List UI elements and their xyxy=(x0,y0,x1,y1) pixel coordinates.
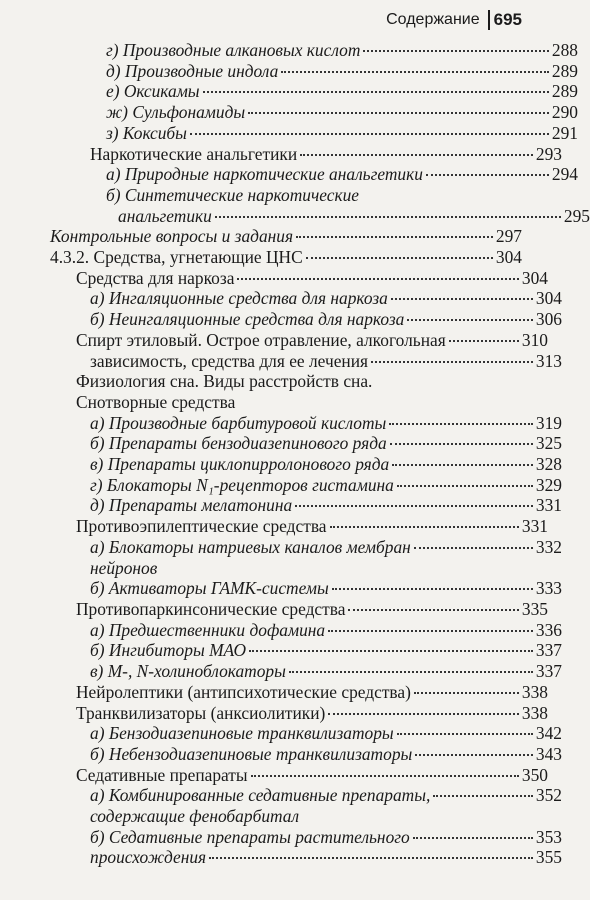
toc-entry-title: б) Ингибиторы МАО xyxy=(90,640,247,661)
toc-entry-title: б) Активаторы ГАМК-системы xyxy=(90,578,329,599)
toc-entry-title: Снотворные средства xyxy=(76,391,236,412)
toc-entry-page: 329 xyxy=(535,474,562,495)
dot-leader xyxy=(203,91,549,93)
toc-entry-title: а) Комбинированные седативные препараты, xyxy=(90,785,431,806)
toc-entry xyxy=(0,61,578,82)
page-number: 695 xyxy=(493,10,522,29)
toc-entry-title: з) Коксибы xyxy=(106,122,187,143)
dot-leader xyxy=(414,547,533,549)
toc-entry-title: Противоэпилептические средства xyxy=(76,516,327,537)
toc-entry-page: 332 xyxy=(535,536,562,557)
toc-entry-page: 343 xyxy=(535,743,562,764)
toc-entry-page: 289 xyxy=(551,81,578,102)
dot-leader xyxy=(248,112,549,114)
toc-entry xyxy=(0,703,548,724)
toc-entry xyxy=(0,806,562,827)
toc-entry-title: анальгетики xyxy=(118,205,212,226)
toc-entry xyxy=(0,516,548,537)
toc-entry-title: в) М-, N-холиноблокаторы xyxy=(90,661,286,682)
dot-leader xyxy=(390,443,533,445)
toc-entry-page: 338 xyxy=(521,681,548,702)
dot-leader xyxy=(332,588,533,590)
dot-leader xyxy=(296,236,493,238)
toc-entry-page: 337 xyxy=(535,661,562,682)
toc-entry-title: д) Препараты мелатонина xyxy=(90,495,293,516)
toc-entry-page: 352 xyxy=(535,785,562,806)
toc-entry-page: 294 xyxy=(551,164,578,185)
toc-entry xyxy=(0,620,562,641)
toc-entry-title: Наркотические анальгетики xyxy=(90,143,298,164)
section-title: Содержание xyxy=(386,11,480,28)
toc-entry-page: 338 xyxy=(521,702,548,723)
toc-entry-title: а) Блокаторы натриевых каналов мембран xyxy=(90,536,411,557)
dot-leader xyxy=(328,630,533,632)
toc-entry-title: а) Бензодиазепиновые транквилизаторы xyxy=(90,723,394,744)
dot-leader xyxy=(371,361,533,363)
toc-entry xyxy=(0,827,562,848)
toc-entry xyxy=(0,847,562,868)
toc-entry-title: а) Производные барбитуровой кислоты xyxy=(90,412,387,433)
dot-leader xyxy=(295,505,533,507)
toc-entry xyxy=(0,81,578,102)
toc-entry-page: 289 xyxy=(551,60,578,81)
dot-leader xyxy=(433,795,533,797)
toc-entry-page: 297 xyxy=(495,226,522,247)
toc-entry xyxy=(0,123,578,144)
dot-leader xyxy=(215,216,561,218)
dot-leader xyxy=(397,485,533,487)
toc-entry-title: а) Ингаляционные средства для наркоза xyxy=(90,288,388,309)
header-divider xyxy=(488,10,490,30)
toc-entry-title: е) Оксикамы xyxy=(106,81,200,102)
dot-leader xyxy=(237,278,518,280)
toc-entry-page: 288 xyxy=(551,40,578,60)
toc-entry xyxy=(0,268,548,289)
toc-entry xyxy=(0,661,562,682)
toc-entry-page: 353 xyxy=(535,826,562,847)
toc-entry-page: 325 xyxy=(535,433,562,454)
toc-entry-title: Транквилизаторы (анксиолитики) xyxy=(76,702,326,723)
toc-entry xyxy=(0,102,578,123)
toc-entry xyxy=(0,40,578,61)
toc-entry-title: б) Седативные препараты растительного xyxy=(90,826,410,847)
toc-entry xyxy=(0,454,562,475)
toc-entry xyxy=(0,144,562,165)
toc-entry xyxy=(0,392,548,413)
toc-entry-page: 304 xyxy=(521,267,548,288)
toc-entry xyxy=(0,185,578,206)
toc-entry xyxy=(0,537,562,558)
toc-entry-page: 335 xyxy=(521,598,548,619)
toc-entry-title: б) Синтетические наркотические xyxy=(106,184,360,205)
toc-entry xyxy=(0,433,562,454)
dot-leader xyxy=(426,174,549,176)
toc-entry xyxy=(0,330,548,351)
toc-entry xyxy=(0,351,562,372)
toc-entry-page: 304 xyxy=(495,247,522,268)
toc-entry-page: 355 xyxy=(535,847,562,868)
dot-leader xyxy=(190,133,549,135)
toc-entry-title: г) Производные алкановых кислот xyxy=(106,40,361,60)
toc-entry-title: ж) Сульфонамиды xyxy=(106,102,246,123)
dot-leader xyxy=(397,733,533,735)
toc-entry-page: 293 xyxy=(535,143,562,164)
toc-entry xyxy=(0,578,562,599)
toc-entry xyxy=(0,288,562,309)
toc-entry-title: 4.3.2. Средства, угнетающие ЦНС xyxy=(50,247,303,268)
dot-leader xyxy=(289,671,533,673)
toc-entry-page: 331 xyxy=(535,495,562,516)
toc-entry-title: нейронов xyxy=(90,557,158,578)
toc-entry-page: 350 xyxy=(521,764,548,785)
toc-entry-title: г) Блокаторы N₁-рецепторов гистамина xyxy=(90,474,394,495)
dot-leader xyxy=(330,526,519,528)
toc-entry-page: 331 xyxy=(521,516,548,537)
table-of-contents xyxy=(0,40,590,868)
toc-entry xyxy=(0,371,548,392)
toc-entry xyxy=(0,309,562,330)
toc-entry xyxy=(0,640,562,661)
toc-entry xyxy=(0,495,562,516)
toc-entry-page: 295 xyxy=(563,205,590,226)
toc-entry-title: б) Препараты бензодиазепинового ряда xyxy=(90,433,387,454)
toc-entry-title: д) Производные индола xyxy=(106,60,279,81)
dot-leader xyxy=(251,775,519,777)
toc-entry-page: 342 xyxy=(535,723,562,744)
toc-entry-page: 313 xyxy=(535,350,562,371)
toc-entry xyxy=(0,723,562,744)
toc-entry-title: а) Природные наркотические анальгетики xyxy=(106,164,423,185)
toc-entry-page: 304 xyxy=(535,288,562,309)
toc-entry xyxy=(0,413,562,434)
dot-leader xyxy=(414,692,519,694)
dot-leader xyxy=(415,754,533,756)
toc-entry-title: в) Препараты циклопирролонового ряда xyxy=(90,454,390,475)
toc-entry-title: Противопаркинсонические средства xyxy=(76,598,346,619)
dot-leader xyxy=(391,298,533,300)
toc-entry xyxy=(0,682,548,703)
toc-entry-title: Средства для наркоза xyxy=(76,267,235,288)
dot-leader xyxy=(348,609,518,611)
toc-entry-title: Нейролептики (антипсихотические средства) xyxy=(76,681,411,702)
toc-entry-page: 319 xyxy=(535,412,562,433)
toc-entry-page: 290 xyxy=(551,102,578,123)
toc-entry-title: Спирт этиловый. Острое отравление, алкогольная xyxy=(76,329,446,350)
toc-entry-title: происхождения xyxy=(90,847,207,868)
toc-entry-page: 291 xyxy=(551,122,578,143)
toc-entry-title: содержащие фенобарбитал xyxy=(90,806,300,827)
toc-entry xyxy=(0,744,562,765)
dot-leader xyxy=(392,464,533,466)
dot-leader xyxy=(209,857,533,859)
toc-entry xyxy=(0,599,548,620)
toc-entry-page: 333 xyxy=(535,578,562,599)
dot-leader xyxy=(306,257,493,259)
dot-leader xyxy=(300,154,533,156)
toc-entry xyxy=(0,226,522,247)
toc-entry xyxy=(0,164,578,185)
toc-entry-title: зависимость, средства для ее лечения xyxy=(90,350,369,371)
dot-leader xyxy=(389,423,533,425)
toc-entry xyxy=(0,558,562,579)
toc-entry-title: б) Небензодиазепиновые транквилизаторы xyxy=(90,743,413,764)
dot-leader xyxy=(449,340,519,342)
dot-leader xyxy=(407,319,533,321)
dot-leader xyxy=(281,71,549,73)
toc-entry xyxy=(0,475,562,496)
toc-entry-title: Контрольные вопросы и задания xyxy=(50,226,294,247)
toc-entry xyxy=(0,765,548,786)
dot-leader xyxy=(249,650,533,652)
page-header xyxy=(386,10,522,30)
toc-entry-page: 328 xyxy=(535,454,562,475)
toc-entry-page: 337 xyxy=(535,640,562,661)
dot-leader xyxy=(413,837,533,839)
toc-entry-page: 336 xyxy=(535,619,562,640)
toc-entry-title: б) Неингаляционные средства для наркоза xyxy=(90,309,405,330)
toc-entry-title: Седативные препараты xyxy=(76,764,248,785)
toc-entry-page: 306 xyxy=(535,309,562,330)
toc-entry xyxy=(0,247,522,268)
toc-entry xyxy=(0,206,590,227)
toc-entry xyxy=(0,785,562,806)
toc-entry-page: 310 xyxy=(521,329,548,350)
toc-entry-title: Физиология сна. Виды расстройств сна. xyxy=(76,371,373,392)
dot-leader xyxy=(328,713,519,715)
dot-leader xyxy=(363,50,549,52)
toc-entry-title: а) Предшественники дофамина xyxy=(90,619,326,640)
